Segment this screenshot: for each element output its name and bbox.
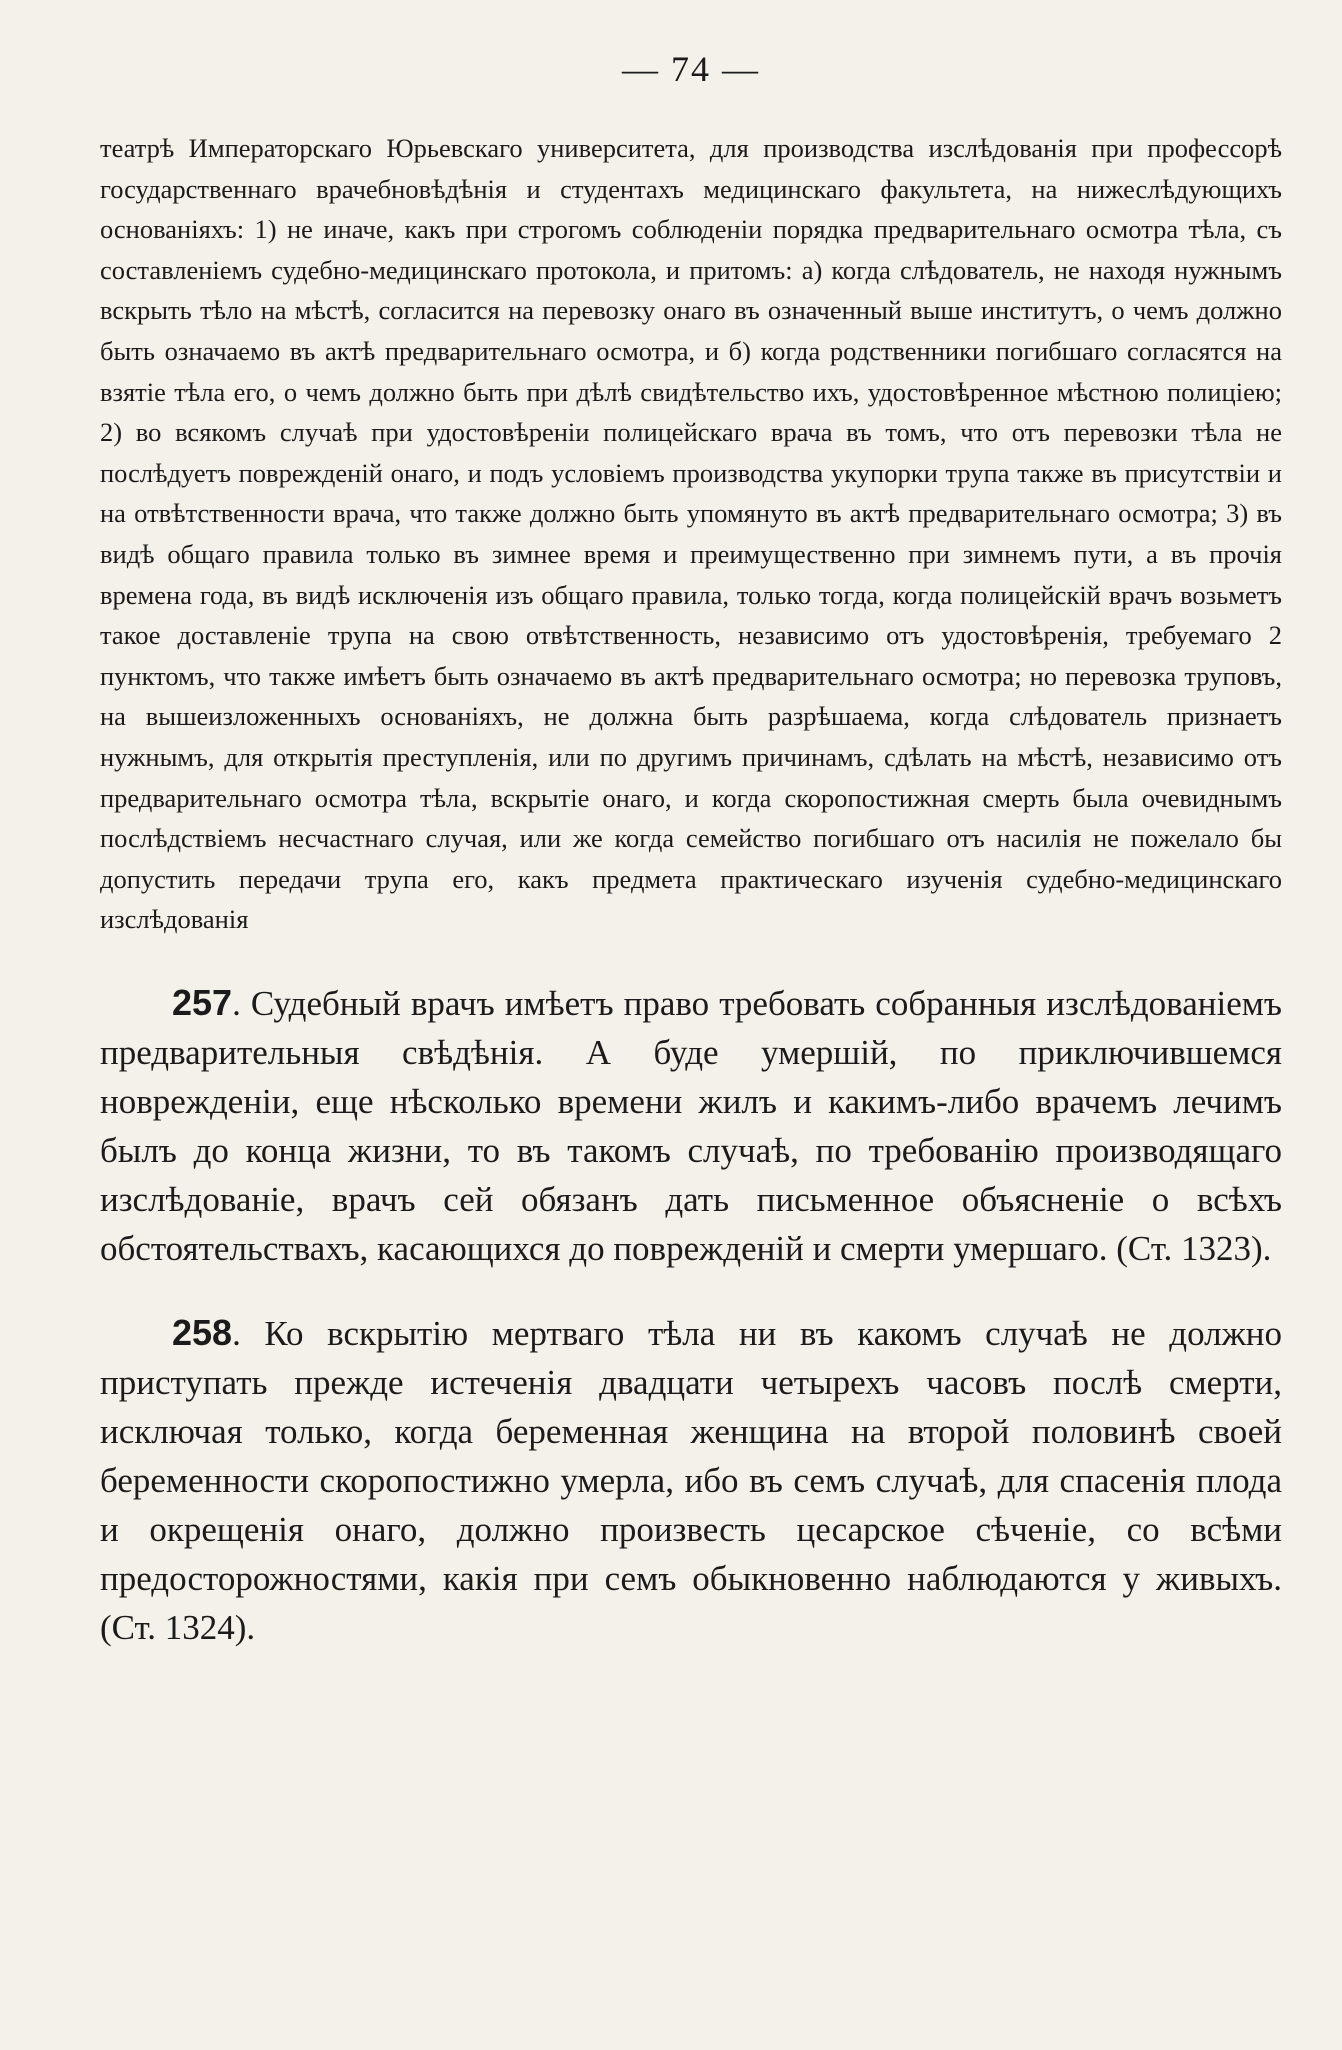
article-number: 257 <box>172 981 233 1023</box>
article-text: . Судебный врачъ имѣетъ право требовать собранныя изслѣдованіемъ предварительныя свѣдѣнія. А буде умершій, по приключившемся новрежденіи, еще нѣсколько времени жилъ и какимъ-либо врачемъ лечимъ былъ до конца жизни, то въ такомъ случаѣ, по требованію производящаго изслѣдованіе, врачъ сей обязанъ дать письменное объясненіе о всѣхъ обстоятельствахъ, касающихся до поврежденій и смерти умершаго. (Ст. 1323). <box>100 983 1282 1268</box>
article-258 <box>100 1308 1282 1652</box>
article-number: 258 <box>172 1311 233 1353</box>
article-257 <box>100 978 1282 1273</box>
continuation-paragraph: театрѣ Императорскаго Юрьевскаго университета, для производства изслѣдованія при профессорѣ государственнаго врачебновѣдѣнія и студентахъ медицинскаго факультета, на нижеслѣдующихъ основаніяхъ: 1) не иначе, какъ при строгомъ соблюденіи порядка предварительнаго осмотра тѣла, съ составленіемъ судебно-медицинскаго протокола, и притомъ: а) когда слѣдователь, не находя нужнымъ вскрыть тѣло на мѣстѣ, согласится на перевозку онаго въ означенный выше институтъ, о чемъ должно быть означаемо въ актѣ предварительнаго осмотра, и б) когда родственники погибшаго согласятся на взятіе тѣла его, о чемъ должно быть при дѣлѣ свидѣтельство ихъ, удостовѣренное мѣстною полиціею; 2) во всякомъ случаѣ при удостовѣреніи полицейскаго врача въ томъ, что отъ перевозки тѣла не послѣдуетъ поврежденій онаго, и подъ условіемъ производства укупорки трупа также въ присутствіи и на отвѣтственности врача, что также должно быть упомянуто въ актѣ предварительнаго осмотра; 3) въ видѣ общаго правила только въ зимнее время и преимущественно при зимнемъ пути, а въ прочія времена года, въ видѣ исключенія изъ общаго правила, только тогда, когда полицейскій врачъ возьметъ такое доставленіе трупа на свою отвѣтственность, независимо отъ удостовѣренія, требуемаго 2 пунктомъ, что также имѣетъ быть означаемо въ актѣ предварительнаго осмотра; но перевозка труповъ, на вышеизложенныхъ основаніяхъ, не должна быть разрѣшаема, когда слѣдователь признаетъ нужнымъ, для открытія преступленія, или по другимъ причинамъ, сдѣлать на мѣстѣ, независимо отъ предварительнаго осмотра тѣла, вскрытіе онаго, и когда скоропостижная смерть была очевиднымъ послѣдствіемъ несчастнаго случая, или же когда семейство погибшаго отъ насилія не пожелало бы допустить передачи трупа его, какъ предмета практическаго изученія судебно-медицинскаго изслѣдованія <box>100 133 1282 935</box>
article-text: . Ко вскрытію мертваго тѣла ни въ какомъ случаѣ не должно приступать прежде истеченія двадцати четырехъ часовъ послѣ смерти, исключая только, когда беременная женщина на второй половинѣ своей беременности скоропостижно умерла, ибо въ семъ случаѣ, для спасенія плода и окрещенія онаго, должно произвесть цесарское сѣченіе, со всѣми предосторожностями, какія при семъ обыкновенно наблюдаются у живыхъ. (Ст. 1324). <box>100 1313 1282 1647</box>
page <box>100 48 1282 1687</box>
page-number: — 74 — <box>622 49 760 89</box>
